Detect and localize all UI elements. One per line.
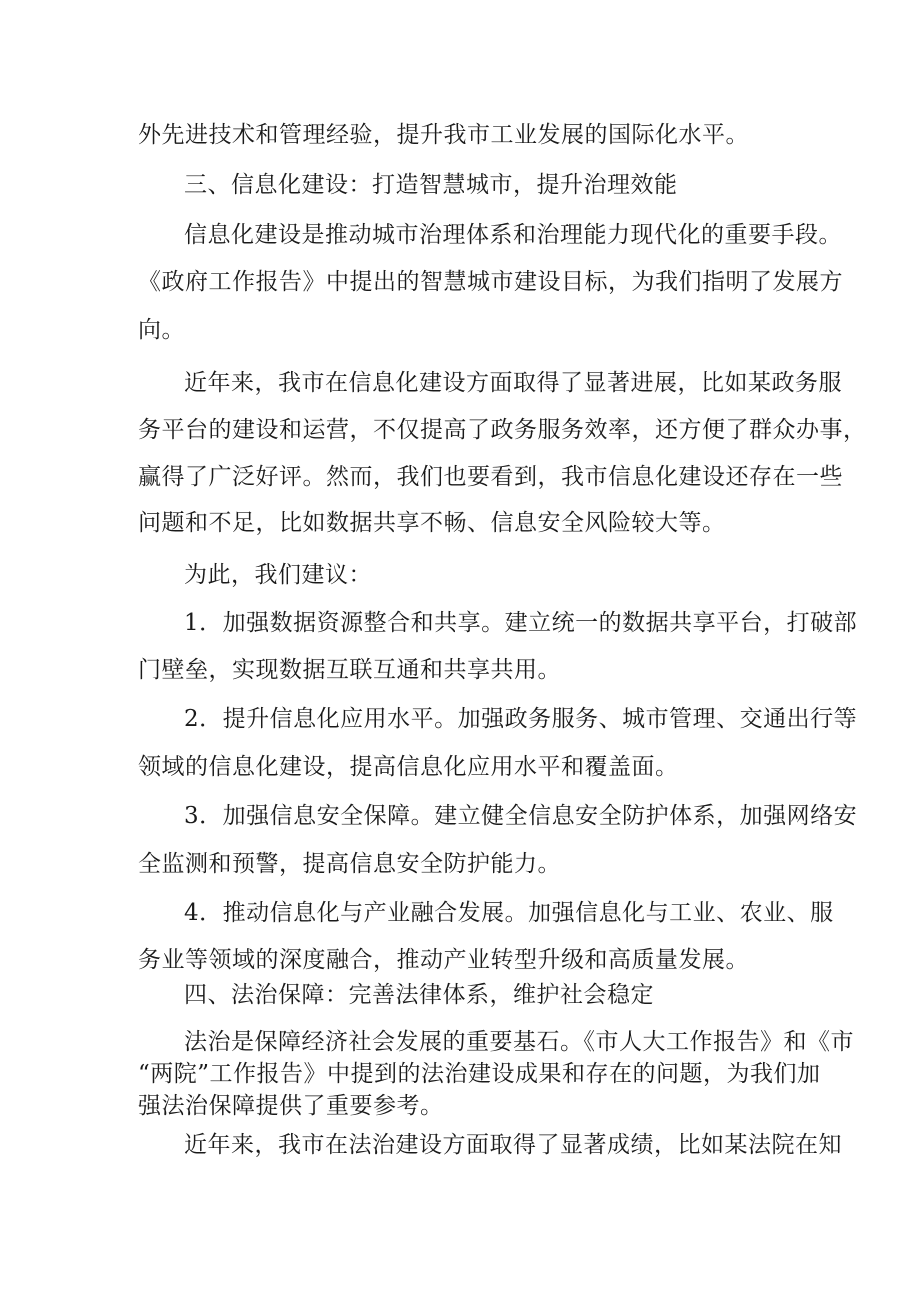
list-item-4: 4．推动信息化与产业融合发展。加强信息化与工业、农业、服	[184, 900, 834, 926]
paragraph-line: 务平台的建设和运营，不仅提高了政务服务效率，还方便了群众办事，	[138, 417, 867, 443]
list-item-3: 3．加强信息安全保障。建立健全信息安全防护体系，加强网络安	[184, 803, 858, 829]
paragraph-line: 《政府工作报告》中提出的智慧城市建设目标，为我们指明了发展方	[138, 269, 843, 295]
list-item-1: 1．加强数据资源整合和共享。建立统一的数据共享平台，打破部	[184, 610, 858, 636]
paragraph-line: 赢得了广泛好评。然而，我们也要看到，我市信息化建设还存在一些	[138, 464, 843, 490]
paragraph-line: 信息化建设是推动城市治理体系和治理能力现代化的重要手段。	[184, 222, 842, 248]
paragraph-line: 强法治保障提供了重要参考。	[138, 1093, 444, 1119]
paragraph-line: “两院”工作报告》中提到的法治建设成果和存在的问题，为我们加	[138, 1061, 821, 1087]
section-heading: 三、信息化建设：打造智慧城市，提升治理效能	[184, 172, 678, 198]
paragraph-line: 近年来，我市在法治建设方面取得了显著成绩，比如某法院在知	[184, 1132, 842, 1158]
paragraph-line: 近年来，我市在信息化建设方面取得了显著进展，比如某政务服	[184, 370, 842, 396]
paragraph-line: 为此，我们建议：	[184, 562, 372, 588]
list-item-2-cont: 领域的信息化建设，提高信息化应用水平和覆盖面。	[138, 754, 679, 780]
section-heading: 四、法治保障：完善法律体系，维护社会稳定	[184, 982, 654, 1008]
paragraph-line: 外先进技术和管理经验，提升我市工业发展的国际化水平。	[138, 122, 749, 148]
list-item-1-cont: 门壁垒，实现数据互联互通和共享共用。	[138, 657, 561, 683]
paragraph-line: 法治是保障经济社会发展的重要基石。《市人大工作报告》和《市	[184, 1029, 854, 1055]
list-item-4-cont: 务业等领域的深度融合，推动产业转型升级和高质量发展。	[138, 947, 749, 973]
paragraph-line: 问题和不足，比如数据共享不畅、信息安全风险较大等。	[138, 510, 726, 536]
list-item-3-cont: 全监测和预警，提高信息安全防护能力。	[138, 851, 561, 877]
list-item-2: 2．提升信息化应用水平。加强政务服务、城市管理、交通出行等	[184, 706, 858, 732]
paragraph-line: 向。	[138, 317, 185, 343]
